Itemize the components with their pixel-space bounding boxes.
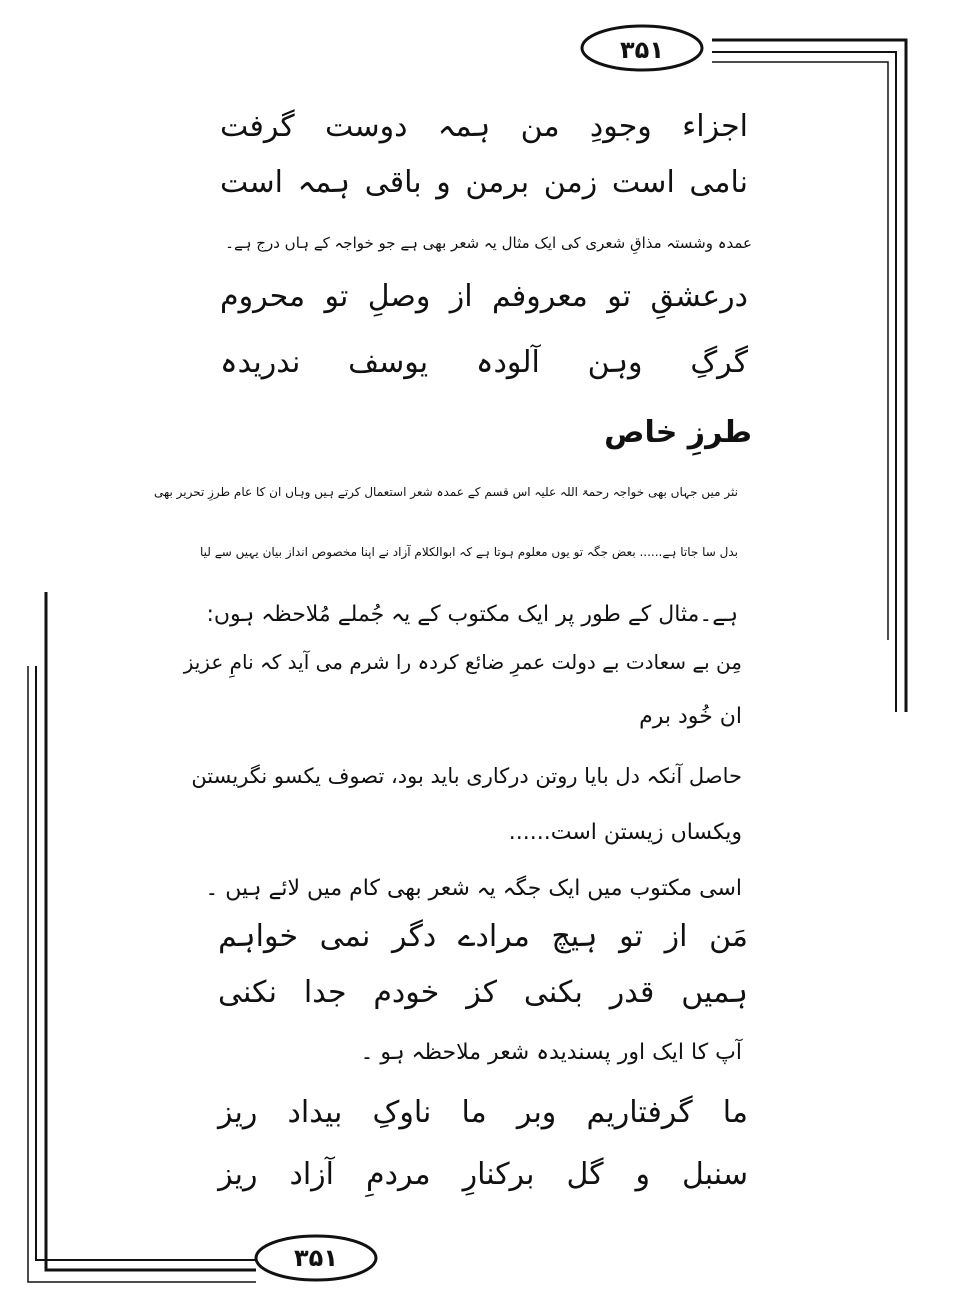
paragraph-2-line2: بدل سا جاتا ہے...... بعض جگہ تو یوں معلوم ہوتا ہے کہ ابوالکلام آزاد نے اپنا مخصوص انداز بیان یہیں سے لیا: [199, 545, 738, 559]
quote-line3: حاصل آنکہ دل بایا روتن درکاری باید بود، تصوف یکسو نگریستن: [191, 764, 742, 788]
verse-word: ناوکِ: [372, 1095, 432, 1130]
verse-word: گرفتاریم: [586, 1095, 693, 1130]
verse-word: جدا: [303, 975, 347, 1010]
verse-word: مردمِ: [366, 1157, 431, 1192]
verse3-line2: [218, 975, 748, 1010]
verse4-line2: [218, 1157, 748, 1192]
verse-word: اجزاء: [682, 109, 748, 144]
verse-word: از: [664, 919, 688, 954]
verse-word: و: [436, 165, 451, 200]
paragraph-2-line1: نثر میں جہاں بھی خواجہ رحمۃ اللہ علیہ اس قسم کے عمدہ شعر استعمال کرتے ہیں وہاں ان کا عام طرزِ تحریر بھی: [153, 485, 738, 499]
verse-word: بکنی: [523, 975, 583, 1010]
verse-word: آزاد: [289, 1157, 334, 1192]
verse-word: خودم: [373, 975, 440, 1010]
verse-word: معروفم: [491, 279, 588, 314]
verse-word: نامی: [689, 165, 748, 200]
verse-word: برکنارِ: [462, 1157, 535, 1192]
verse1-line1: [220, 109, 748, 144]
verse1-line2: [220, 165, 748, 200]
verse-word: قدر: [609, 975, 655, 1010]
verse-word: گل: [566, 1157, 604, 1192]
verse-word: دگر: [392, 919, 437, 954]
verse-word: ما: [461, 1095, 487, 1130]
verse-word: ہیچ: [551, 919, 598, 954]
verse-word: مَن: [709, 919, 748, 954]
paragraph-1: عمدہ وشستہ مذاقِ شعری کی ایک مثال یہ شعر بھی ہے جو خواجہ کے ہاں درج ہے۔: [225, 234, 752, 252]
page-number-top: ۳۵۱: [620, 36, 664, 64]
verse-word: سنبل: [682, 1157, 748, 1192]
verse-word: نکنی: [218, 975, 277, 1010]
verse-word: گرفت: [220, 109, 295, 144]
verse-word: وہن: [587, 345, 643, 380]
verse-word: تو: [619, 919, 643, 954]
verse-word: و: [635, 1157, 651, 1192]
verse2-line2: [220, 345, 748, 380]
verse-word: دوست: [325, 109, 408, 144]
verse-word: محروم: [220, 279, 306, 314]
verse-word: از: [449, 279, 473, 314]
verse-word: وبر: [516, 1095, 557, 1130]
verse-word: یوسف: [348, 345, 429, 380]
quote-line4: ویکساں زیستن است......: [508, 820, 742, 845]
paragraph-4: آپ کا ایک اور پسندیدہ شعر ملاحظہ ہو ۔: [360, 1040, 742, 1065]
verse-word: خواہم: [218, 919, 298, 954]
verse-word: وصلِ: [367, 279, 431, 314]
verse-word: وجودِ: [589, 109, 652, 144]
verse-word: باقی: [364, 165, 422, 200]
verse-word: است: [611, 165, 675, 200]
verse-word: نمی: [319, 919, 371, 954]
verse-word: ما: [722, 1095, 748, 1130]
verse-word: ریز: [218, 1157, 258, 1192]
verse-word: من: [520, 109, 560, 144]
verse-word: درعشقِ: [650, 279, 748, 314]
section-heading: طرزِ خاص: [604, 415, 752, 450]
quote-line2: ان خُود برم: [639, 704, 742, 729]
verse-word: تو: [324, 279, 349, 314]
page-number-bottom: ۳۵۱: [294, 1244, 338, 1272]
verse-word: زمن: [543, 165, 598, 200]
verse-word: تو: [607, 279, 632, 314]
verse-word: کز: [466, 975, 498, 1010]
verse-word: ہمیں: [681, 975, 748, 1010]
verse3-line1: [218, 919, 748, 954]
quote-line1: مِن بے سعادت بے دولت عمرِ ضائع کردہ را شرم می آید کہ نامِ عزیز: [183, 650, 742, 674]
verse-word: مرادے: [457, 919, 530, 954]
verse-word: ریز: [218, 1095, 258, 1130]
verse-word: بیداد: [287, 1095, 343, 1130]
verse4-line1: [218, 1095, 748, 1130]
paragraph-2-line3: ہے۔مثال کے طور پر ایک مکتوب کے یہ جُملے مُلاحظہ ہوں:: [206, 602, 738, 627]
verse-word: برمن: [465, 165, 530, 200]
verse-word: ہمہ: [437, 109, 491, 144]
paragraph-3: اسی مکتوب میں ایک جگہ یہ شعر بھی کام میں لائے ہیں ۔: [205, 876, 742, 901]
verse-word: ندریدہ: [220, 345, 301, 380]
verse-word: ہمہ: [297, 165, 351, 200]
verse-word: گرگِ: [690, 345, 748, 380]
verse2-line1: [220, 279, 748, 314]
verse-word: است: [220, 165, 283, 200]
verse-word: آلودہ: [475, 345, 540, 380]
